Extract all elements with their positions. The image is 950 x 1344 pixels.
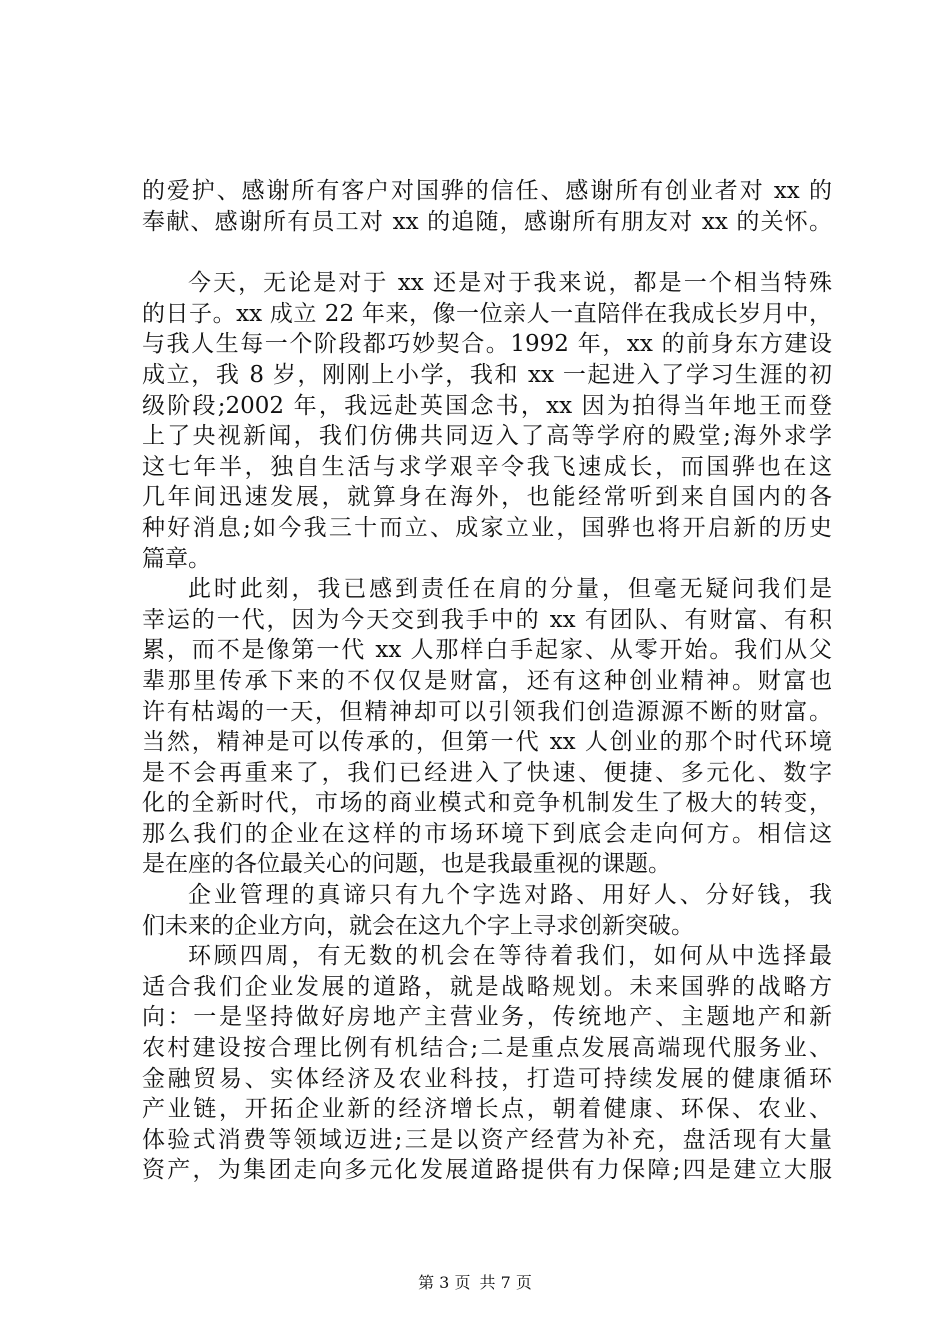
text-line: 农村建设按合理比例有机结合;二是重点发展高端现代服务业、 <box>142 1035 832 1062</box>
text-line: 辈那里传承下来的不仅仅是财富，还有这种创业精神。财富也 <box>142 667 832 694</box>
text-line: 当然，精神是可以传承的，但第一代 xx 人创业的那个时代环境 <box>142 729 832 756</box>
text-line: 种好消息;如今我三十而立、成家立业，国骅也将开启新的历史 <box>142 514 832 541</box>
text-line: 的日子。xx 成立 22 年来，像一位亲人一直陪伴在我成长岁月中， <box>142 300 832 327</box>
paragraph <box>142 574 832 880</box>
paragraph <box>142 880 832 941</box>
text-line: 金融贸易、实体经济及农业科技，打造可持续发展的健康循环 <box>142 1065 832 1092</box>
text-line: 许有枯竭的一天，但精神却可以引领我们创造源源不断的财富。 <box>142 698 832 725</box>
text-line: 今天，无论是对于 xx 还是对于我来说，都是一个相当特殊 <box>188 270 832 297</box>
text-line: 篇章。 <box>142 545 211 572</box>
text-line: 这七年半，独自生活与求学艰辛令我飞速成长，而国骅也在这 <box>142 453 832 480</box>
page-footer <box>0 1273 950 1293</box>
page-total: 共 7 页 <box>479 1273 532 1292</box>
text-line: 是在座的各位最关心的问题，也是我最重视的课题。 <box>142 851 671 878</box>
text-line: 产业链，开拓企业新的经济增长点，朝着健康、环保、农业、 <box>142 1096 832 1123</box>
text-line: 们未来的企业方向，就会在这九个字上寻求创新突破。 <box>142 912 694 939</box>
paragraph <box>142 268 832 574</box>
text-line: 成立，我 8 岁，刚刚上小学，我和 xx 一起进入了学习生涯的初 <box>142 361 832 388</box>
text-line: 奉献、感谢所有员工对 xx 的追随，感谢所有朋友对 xx 的关怀。 <box>142 208 832 235</box>
text-line: 与我人生每一个阶段都巧妙契合。1992 年，xx 的前身东方建设 <box>142 331 832 358</box>
body-text <box>142 176 832 1186</box>
text-line: 环顾四周，有无数的机会在等待着我们，如何从中选择最 <box>188 943 832 970</box>
page-number: 第 3 页 <box>418 1273 471 1292</box>
paragraph-gap <box>142 237 832 268</box>
text-line: 企业管理的真谛只有九个字选对路、用好人、分好钱，我 <box>188 882 832 909</box>
paragraph <box>142 176 832 237</box>
paragraph <box>142 941 832 1186</box>
text-line: 级阶段;2002 年，我远赴英国念书，xx 因为拍得当年地王而登 <box>142 392 832 419</box>
text-line: 幸运的一代，因为今天交到我手中的 xx 有团队、有财富、有积 <box>142 606 832 633</box>
text-line: 此时此刻，我已感到责任在肩的分量，但毫无疑问我们是 <box>188 576 832 603</box>
text-line: 的爱护、感谢所有客户对国骅的信任、感谢所有创业者对 xx 的 <box>142 178 832 204</box>
text-line: 几年间迅速发展，就算身在海外，也能经常听到来自国内的各 <box>142 484 832 511</box>
text-line: 体验式消费等领域迈进;三是以资产经营为补充，盘活现有大量 <box>142 1126 832 1153</box>
text-line: 上了央视新闻，我们仿佛共同迈入了高等学府的殿堂;海外求学 <box>142 423 832 450</box>
text-line: 化的全新时代，市场的商业模式和竞争机制发生了极大的转变， <box>142 790 832 817</box>
text-line: 那么我们的企业在这样的市场环境下到底会走向何方。相信这 <box>142 820 832 847</box>
text-line: 是不会再重来了，我们已经进入了快速、便捷、多元化、数字 <box>142 759 832 786</box>
text-line: 资产，为集团走向多元化发展道路提供有力保障;四是建立大服 <box>142 1157 832 1184</box>
text-line: 向：一是坚持做好房地产主营业务，传统地产、主题地产和新 <box>142 1004 832 1031</box>
text-line: 适合我们企业发展的道路，就是战略规划。未来国骅的战略方 <box>142 973 832 1000</box>
text-line: 累，而不是像第一代 xx 人那样白手起家、从零开始。我们从父 <box>142 637 832 664</box>
